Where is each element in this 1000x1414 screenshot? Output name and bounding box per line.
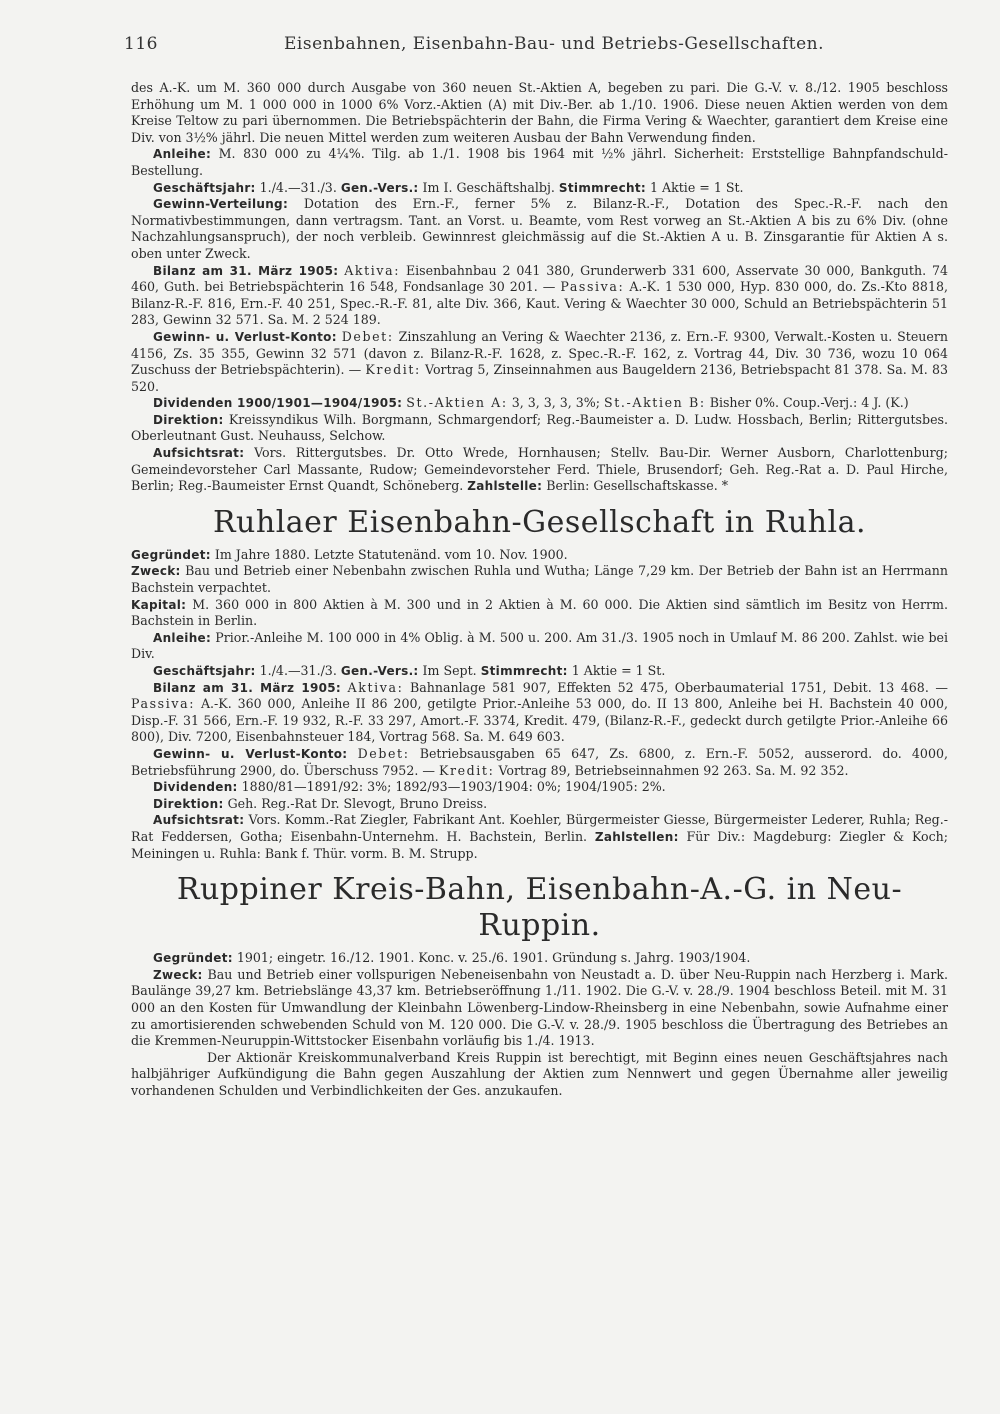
s1-guv: [131, 329, 948, 395]
label: Debet:: [341, 328, 394, 344]
label: Kapital:: [131, 597, 187, 612]
label: Geschäftsjahr:: [153, 180, 256, 195]
text: A.-K. 1 530 000, Hyp. 830 000, do. Zs.-Kto 8818, Bilanz-R.-F. 816, Ern.-F. 40 251, Spec.-R.-F. 81, alte Div. 366, Kaut. Vering & Waechter 30 000, Schuld an Betriebspächterin 51 283, Gewinn 32 571. Sa. M. 2 524 189.: [131, 279, 948, 328]
page-number: 116: [124, 34, 158, 54]
text: Eisenbahnbau 2 041 380, Grunderwerb 331 600, Asservate 30 000, Bankguth. 74 460, Guth. bei Betriebspächterin 16 548, Fondsanlage 30 201.: [131, 262, 948, 295]
section-heading-ruhla: Ruhlaer Eisenbahn-Gesellschaft in Ruhla.: [212, 504, 867, 540]
label: Gewinn-Verteilung:: [153, 197, 289, 212]
label: Kredit:: [438, 762, 495, 778]
text: Der Aktionär Kreiskommunalverband Kreis Ruppin ist berechtigt, mit Beginn eines neuen Geschäftsjahres nach halbjähriger Aufkündigung die Bahn gegen Auszahlung der Aktien zum Nennwert und gegen Übernahme aller jeweilig vorhandenen Schulden und Verbindlichkeiten der Ges. anzukaufen.: [131, 1049, 948, 1098]
s2-aufsichtsrat: [131, 812, 948, 862]
label: Direktion:: [153, 412, 224, 427]
label: Stimmrecht:: [558, 180, 646, 195]
label: Zweck:: [131, 564, 181, 579]
s2-guv: [131, 746, 948, 779]
text: Dotation des Ern.-F., ferner 5% z. Bilanz-R.-F., Dotation des Spec.-R.-F. nach den Normativbestimmungen, dann vertragsm. Tant. an Vorst. u. Beamte, vom Rest vorweg an St.-Aktien A bis zu 6% Div. (ohne Nachzahlungsanspruch), der noch verbleib. Gewinnrest gleichmässig auf die St.-Aktien A u. B. Zinsgarantie für Aktien A s. oben unter Zweck.: [131, 196, 948, 261]
text: 3, 3, 3, 3, 3%;: [511, 395, 601, 411]
text: Bahnanlage 581 907, Effekten 52 475, Oberbaumaterial 1751, Debit. 13 468. —: [409, 679, 948, 695]
label: Gen.-Vers.:: [340, 664, 419, 678]
text: Geh. Reg.-Rat Dr. Slevogt, Bruno Dreiss.: [227, 795, 488, 811]
text: 1./4.—31./3.: [259, 179, 337, 195]
s1-gewinn-verteilung: [131, 196, 948, 262]
label: Passiva:: [131, 696, 196, 712]
text: 1880/81—1891/92: 3%; 1892/93—1903/1904: 0%; 1904/1905: 2%.: [241, 779, 666, 795]
label: Zahlstelle:: [467, 479, 543, 494]
s2-dividenden: [131, 779, 948, 796]
text: Bau und Betrieb einer Nebenbahn zwischen Ruhla und Wutha; Länge 7,29 km. Der Betrieb der Bahn ist an Herrmann Bachstein verpachtet.: [131, 563, 948, 596]
label: Bilanz am 31. März 1905:: [153, 680, 342, 695]
text: Vors. Komm.-Rat Ziegler, Fabrikant Ant. Koehler, Bürgermeister Giesse, Bürgermeister Lederer, Ruhla; Reg.-Rat Feddersen, Gotha; Eisenbahn-Unternehm. H. Bachstein, Berlin.: [131, 812, 948, 844]
end-mark: *: [721, 478, 729, 494]
text: 1./4.—31./3.: [259, 663, 337, 678]
s1-direktion: [131, 412, 948, 445]
label: Stimmrecht:: [480, 664, 568, 678]
s2-direktion: [131, 796, 948, 813]
label: Anleihe:: [153, 147, 212, 162]
label: Anleihe:: [153, 630, 212, 645]
s2-bilanz: [131, 680, 948, 746]
intro-text: des A.-K. um M. 360 000 durch Ausgabe von 360 neuen St.-Aktien A, begeben zu pari. Die G.-V. v. 8./12. 1905 beschloss Erhöhung um M. 1 000 000 in 1000 6% Vorz.-Aktien (A) mit Div.-Ber. ab 1./10. 1906. Diese neuen Aktien werden von dem Kreise Teltow zu pari übernommen. Die Betriebspächterin der Bahn, die Firma Vering & Waechter, garantiert dem Kreise eine Div. von 3½% jährl. Die neuen Mittel werden zum weiteren Ausbau der Bahn Verwendung finden.: [131, 80, 948, 145]
s1-geschaeftsjahr: [131, 180, 948, 197]
s1-aufsichtsrat: [131, 445, 948, 495]
label: Debet:: [357, 745, 410, 761]
label: Gewinn- u. Verlust-Konto:: [153, 329, 337, 344]
label: Aktiva:: [347, 679, 404, 695]
s1-bilanz: Bilanz am 31. März 1905: Aktiva: Eisenbahnbau 2 041 380, Grunderwerb 331 600, Asservate 30 000, Bankguth. 74 460, Guth. bei Betriebspächterin 16 548, Fondsanlage 30 201. — Passiva: A.-K. 1 530 000, Hyp. 830 000, do. Zs.-Kto 8818, Bilanz-R.-F. 816, Ern.-F. 40 251, Spec.-R.-F. 81, alte Div. 366, Kaut. Vering & Waechter 30 000, Schuld an Betriebspächterin 51 283, Gewinn 32 571. Sa. M. 2 524 189.: [131, 262, 948, 328]
s2-zweck: [131, 563, 948, 596]
text: Berlin: Gesellschaftskasse.: [546, 478, 718, 494]
text: Bau und Betrieb einer vollspurigen Nebeneisenbahn von Neustadt a. D. über Neu-Ruppin nach Herzberg i. Mark. Baulänge 39,27 km. Betriebslänge 43,37 km. Betriebseröffnung 1./11. 1902. Die G.-V. v. 28./9. 1904 beschloss Beteil. mit M. 31 000 an den Kosten für Umwandlung der Kleinbahn Löwenberg-Lindow-Rheinsberg in eine Nebenbahn, sowie Aufnahme einer zu amortisierenden schwebenden Schuld von M. 120 000. Die G.-V. v. 28./9. 1905 beschloss die Übertragung des Betriebes an die Kremmen-Neuruppin-Wittstocker Eisenbahn vorläufig bis 1./4. 1913.: [131, 966, 948, 1049]
s2-anleihe: [131, 630, 948, 663]
label: Zahlstellen:: [594, 829, 679, 844]
s3-gegruendet: [131, 950, 948, 967]
text: Im I. Geschäftshalbj.: [422, 179, 555, 195]
text: Vortrag 89, Betriebseinnahmen 92 263. Sa. M. 92 352.: [498, 762, 849, 778]
text: M. 360 000 in 800 Aktien à M. 300 und in 2 Aktien à M. 60 000. Die Aktien sind sämtlich im Besitz von Herrm. Bachstein in Berlin.: [131, 596, 948, 629]
text: 1901; eingetr. 16./12. 1901. Konc. v. 25./6. 1901. Gründung s. Jahrg. 1903/1904.: [236, 950, 751, 966]
label: Gewinn- u. Verlust-Konto:: [153, 746, 348, 761]
text: Vors. Rittergutsbes. Dr. Otto Wrede, Hornhausen; Stellv. Bau-Dir. Werner Ausborn, Charlottenburg; Gemeindevorsteher Carl Massante, Rudow; Gemeindevorsteher Ferd. Thiele, Brusendorf; Geh. Reg.-Rat a. D. Paul Hirche, Berlin; Reg.-Baumeister Ernst Quandt, Schöneberg.: [131, 445, 948, 494]
label: Aktiva:: [344, 262, 401, 278]
text: 1 Aktie = 1 St.: [650, 179, 744, 195]
text: 1 Aktie = 1 St.: [571, 663, 666, 678]
s1-anleihe: [131, 146, 948, 179]
label: Aufsichtsrat:: [153, 813, 245, 828]
label: St.-Aktien B:: [604, 395, 706, 411]
label: Kredit:: [365, 362, 421, 378]
text: M. 830 000 zu 4¼%. Tilg. ab 1./1. 1908 bis 1964 mit ½% jährl. Sicherheit: Erststellige Bahnpfandschuld-Bestellung.: [131, 146, 948, 178]
text: Im Sept.: [422, 663, 477, 678]
running-title: Eisenbahnen, Eisenbahn-Bau- und Betriebs-Gesellschaften.: [284, 34, 824, 54]
text: A.-K. 360 000, Anleihe II 86 200, getilgte Prior.-Anleihe 53 000, do. II 13 800, Anleihe bei H. Bachstein 40 000, Disp.-F. 31 566, Ern.-F. 19 932, R.-F. 33 297, Amort.-F. 3374, Kredit. 479, (Bilanz-R.-F., gedeckt durch getilgte Prior.-Anleihe 66 800), Div. 7200, Eisenbahnsteuer 184, Vortrag 568. Sa. M. 649 603.: [131, 696, 948, 745]
label: Geschäftsjahr:: [153, 664, 256, 678]
label: Gegründet:: [153, 951, 233, 966]
label: Passiva:: [560, 279, 625, 295]
text-column: [131, 80, 948, 1099]
s3-zweck: [131, 967, 948, 1050]
s3-paragraph: [131, 1050, 948, 1100]
label: St.-Aktien A:: [406, 395, 508, 411]
text: Betriebsausgaben 65 647, Zs. 6800, z. Ern.-F. 5052, ausserord. do. 4000, Betriebsführung 2900, do. Überschuss 7952. —: [131, 745, 948, 778]
text: Zinszahlung an Vering & Waechter 2136, z. Ern.-F. 9300, Verwalt.-Kosten u. Steuern 4156, Zs. 35 355, Gewinn 32 571 (davon z. Bilanz-R.-F. 1628, z. Spec.-R.-F. 162, z. Vortrag 44, Div. 30 736, wozu 10 064 Zuschuss der Betriebspächterin). —: [131, 328, 948, 378]
text: Vortrag 5, Zinseinnahmen aus Baugeldern 2136, Betriebspacht 81 378. Sa. M. 83 520.: [131, 362, 948, 394]
text: Für Div.: Magdeburg: Ziegler & Koch; Meiningen u. Ruhla: Bank f. Thür. vorm. B. M. Strupp.: [131, 828, 948, 861]
label: Bilanz am 31. März 1905:: [153, 263, 339, 278]
s1-dividenden: [131, 395, 948, 412]
label: Zweck:: [153, 967, 203, 982]
s2-geschaeftsjahr: [131, 663, 948, 680]
running-head: [124, 34, 946, 60]
label: Aufsichtsrat:: [153, 446, 245, 461]
text: Bisher 0%. Coup.-Verj.: 4 J. (K.): [709, 395, 909, 411]
label: Dividenden 1900/1901—1904/1905:: [153, 396, 403, 411]
text: Kreissyndikus Wilh. Borgmann, Schmargendorf; Reg.-Baumeister a. D. Ludw. Hossbach, Berlin; Rittergutsbes. Oberleutnant Gust. Neuhauss, Selchow.: [131, 411, 948, 444]
s2-kapital: [131, 597, 948, 630]
label: Gen.-Vers.:: [340, 180, 419, 195]
intro-paragraph: [131, 80, 948, 146]
label: Gegründet:: [131, 547, 211, 562]
section-heading-ruppin: Ruppiner Kreis-Bahn, Eisenbahn-A.-G. in Neu-Ruppin.: [176, 872, 903, 944]
text: Prior.-Anleihe M. 100 000 in 4% Oblig. à M. 500 u. 200. Am 31./3. 1905 noch in Umlauf M. 86 200. Zahlst. wie bei Div.: [131, 629, 948, 662]
s2-gegruendet: [131, 547, 948, 564]
label: Direktion:: [153, 796, 224, 811]
text: Im Jahre 1880. Letzte Statutenänd. vom 10. Nov. 1900.: [214, 546, 568, 562]
label: Dividenden:: [153, 780, 238, 795]
